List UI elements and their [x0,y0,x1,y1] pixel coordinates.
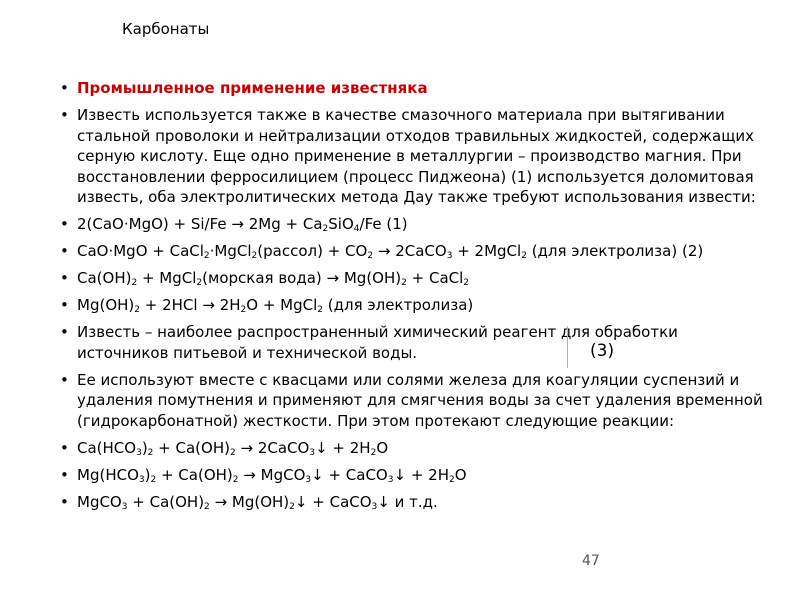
equation-3: • $Ca(OH)_2$ + MgCl$_2$(морская вода) → $Mg(OH)_2$ + CaCl$_2$ [60,269,470,288]
equation-2: • CaO·MgO + CaCl$_2$·MgCl$_2$(рассол) + $CO_2$ → 2CaCO$_3$ + 2MgCl$_2$ (для электролиза) (2) [60,242,704,261]
arrow-icon: → [326,269,340,287]
arrow-icon: → [202,296,215,314]
paragraph: Ее используют вместе с квасцами или солями железа для коагуляции суспензий и удаления помутнения и применяют для смягчения воды за счет удаления временной (гидрокарбонатной) жесткости. При этом протекают следующие реакции: [77,370,763,430]
list-item-heading [60,78,772,99]
arrow-icon: → [377,242,391,260]
equation-7: • MgCO$_3$ + $Ca(OH)_2$ → $Mg(OH)_2↓$ + CaCO$_3$↓ и т.д. [60,492,438,512]
equation-5: • $Ca(HCO_3)_2 + Ca(OH)_2$ → 2CaCO$_3$↓ + $2H_2O$ [60,438,389,458]
bullet-icon: • [60,296,69,314]
precipitate-arrow-icon: ↓ [311,465,324,484]
bullet-icon: • [60,242,69,260]
bullet-icon: • [60,106,69,124]
bullet-list [60,78,772,519]
slide-title: Карбонаты [122,20,210,38]
precipitate-arrow-icon: ↓ [294,492,308,511]
list-item [60,370,772,432]
bullet-icon: • [60,370,69,389]
precipitate-arrow-icon: ↓ [315,438,328,457]
bullet-icon: • [60,269,69,287]
bracket-divider [567,326,568,368]
section-heading: Промышленное применение известняка [77,79,428,97]
arrow-icon: → [243,465,256,484]
paragraph: Известь – наиболее распространенный химический реагент для обработки источников питьевой и технической воды. [77,323,678,362]
equation-label: (3) [590,341,615,361]
bullet-icon: • [60,438,69,457]
list-item [60,322,772,363]
bullet-icon: • [60,215,69,233]
arrow-icon: → [214,492,228,511]
bullet-icon: • [60,492,69,511]
equation-4: • $Mg(OH)_2 + 2HCl \to 2H_2O$ + MgCl$_2$ (для электролиза) [60,296,474,315]
bullet-icon: • [60,465,69,484]
precipitate-arrow-icon: ↓ [393,465,407,484]
bullet-icon: • [60,323,69,341]
equation-6: • $Mg(HCO_3)_2 + Ca(OH)_2$ → MgCO$_3$↓ + CaCO$_3$↓ + $2H_2O$ [60,465,467,485]
page-number: 47 [582,553,600,569]
arrow-icon: → [231,215,244,233]
paragraph: Известь используется также в качестве смазочного материала при вытягивании стальной проволоки и нейтрализации отходов травильных жидкостей, содержащих серную кислоту. Еще одно применение в металлургии – производство магния. При восстановлении ферросилицием (процесс Пиджеона) (1) используется доломитовая известь, оба электролитических метода Дау также требуют использования извести: [77,106,756,206]
precipitate-arrow-icon: ↓ [377,492,390,511]
arrow-icon: → [240,438,254,457]
equation-1: • $2(CaO\cdot MgO) + Si/Fe \to 2Mg + Ca_2SiO_4/Fe$ (1) [60,215,408,234]
list-item [60,105,772,208]
bullet-icon: • [60,79,69,97]
